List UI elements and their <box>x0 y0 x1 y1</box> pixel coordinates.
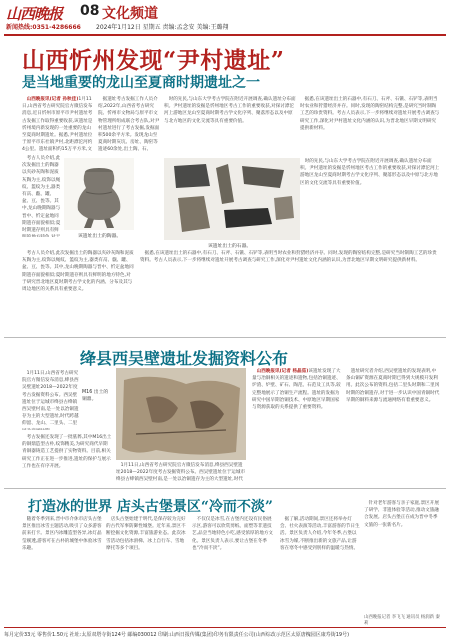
stone-tools-icon <box>164 158 300 240</box>
article1-column-3: 考古人员介绍,此次发掘出土的陶器以夹砂灰陶和泥质灰陶为主,纹饰以绳纹、篮纹为主,器类有鬲、甗、罐、盆、豆、瓮等。其中,龙山晚期陶器与晋中、忻定盆地同期遗存面貌相似;夏时期遗存则具有鲜 <box>22 156 61 234</box>
article3-byline: 山西晚报记者 李飞飞 通讯员 杨润新 秦莉 <box>364 615 440 626</box>
article2-column-1: 1月11日,山西省考古研究院官方微信发布消息,绛县西吴壁遗址2018—2022年度考古发掘资料公布。西吴壁遗址位于运城市绛县古绛镇西吴壁村南,是一处以冶铜遗存为主的大型遗址,时代跨越仰韶、龙山、二里头、二里 <box>22 371 79 427</box>
hotline: 新闻热线:0351-4286666 <box>6 24 81 31</box>
article3-title: 打造冰的世界 店头古堡景区“冷而不淡” <box>28 499 273 515</box>
mural-fragment-icon <box>116 368 246 460</box>
dateline: 2024年1月12日 星期五 责编:孟念安 美编:王璐翔 <box>96 24 229 31</box>
section-title: 文化频道 <box>102 6 158 22</box>
article1-column-1: 山西晚报讯(记者 孙秋佳)1月11日,山西省考古研究院官方微信发布消息,近日忻州市原平市尹村遗址考古发掘工作取得重要收获,该遗址是忻州境内新发现的一处重要的龙山至夏商时期遗址。据悉,尹村遗址位于原平市东社镇尹村,北距滹沱河约4公里。遗址面积约15万平方米,文 <box>22 97 93 153</box>
article2-photo-caption: M16 出土的铜鼎。 <box>82 390 109 402</box>
article1-photo2-caption: 该遗址出土的石器。 <box>208 244 252 249</box>
article2-column-2: 山西晚报讯(记者 杨晶茹)该遗址发现了大量与冶铜相关的遗迹和遗物,包括冶铜遗迹、炉渣、炉壁、矿石、陶范、石范及工具等,较完整地展示了冶铜生产流程。遗址的发掘为研究中国早期冶铜技术、中原地区早期国家与资源获取的关系提供了重要资料。 <box>252 369 341 411</box>
article2-column-4: 考古发掘还发现了一批墓葬,其中M16出土的铜鼎造型古朴,纹饰精美,为研究商代早期青铜器铸造工艺提供了实物资料。目前,相关研究工作正在进一步推进,遗址的保护与展示工作也在有序开展。 <box>22 435 112 469</box>
page-number: 08 <box>80 3 100 19</box>
article-divider-2 <box>4 488 446 489</box>
article2-column-3: 遗址研究者介绍,西吴壁遗址的发现表明,中条山铜矿资源在夏商时期已得到大规模开发利用。此次公布的资料,包括二里头时期和二里冈时期的冶铜遗存,对于进一步认识中国青铜时代早期的铜料来源与流通网络有着重要意义。 <box>346 369 440 403</box>
article1-column-2: 据遗址考古发掘工作人员介绍,2022年,山西省考古研究院、忻州市文物局与原平市文物管理所组成联合考古队,对尹村遗址进行了考古发掘,发掘面积500余平方米。发现龙山至夏商时期灰坑、房址、陶窑等遗迹60余处,出土陶、石、 <box>98 97 160 153</box>
page-header <box>4 3 446 33</box>
article1-column-5: 据悉,在该遗址出土的石器中,有石刀、石斧、石镞、石铲等,表明当时农业和狩猎经济并存。同时,发现的陶窑结构完整,是研究当时制陶工艺的珍贵资料。考古人员表示,下一步将继续对遗址开展考古调查与研究工作,深化对尹村遗址文化内涵的认识,为晋北地区早期文明研究提供新材料。 <box>300 97 440 131</box>
article3-column-2: 店头古堡始建于明代,是保存较为完好的古代军事防御性城堡。近年来,景区不断挖掘文化资源,丰富旅游业态。此次冰雪活动包括冰滑梯、冰上自行车、雪地摩托等多个项目。 <box>106 517 186 551</box>
newspaper-logo: 山西晚报 <box>6 5 63 23</box>
article1-subtitle: 是当地重要的龙山至夏商时期遗址之一 <box>22 75 260 91</box>
article1-column-6: 时的先民,与山东大学考古学院在附近开展调查,确认遗址分布面积。尹村遗址的发掘是忻州地区考古工作的重要收获,对探讨滹沱河上游地区龙山至夏商时期考古学文化序列、聚落形态以及中原与北方地区的文化交流等具有重要价值。 <box>300 159 440 186</box>
article2-byline: 山西晚报讯(记者 杨晶茹) <box>256 369 309 374</box>
article1-photo-stone-tools <box>164 158 300 240</box>
footer-rule <box>4 627 446 628</box>
article3-column-5: 针对老年游客与亲子家庭,景区开展了研学、非遗体验等活动,推动文旅融合发展。店头古堡正在成为晋中冬季文旅的一张新名片。 <box>364 501 439 528</box>
article2-title: 绛县西吴壁遗址发掘资料公布 <box>80 349 289 368</box>
article1-photo1-caption: 该遗址出土的陶器。 <box>78 234 122 239</box>
article1-column-4: 时的先民,与山东大学考古学院在附近开展调查,确认遗址分布面积。尹村遗址的发掘是忻州地区考古工作的重要收获,对探讨滹沱河上游地区龙山至夏商时期考古学文化序列、聚落形态以及中原与北方地区的文化交流等具有重要价值。 <box>164 97 296 124</box>
article3-column-4: 据了解,活动期间,景区还将举办灯会、社火表演等活动,丰富游客的节日生活。景区负责人介绍,今年冬季,古堡以冰雪为媒,不断推出新的文旅产品,让游客在寒冬中感受到别样的温暖与热情。 <box>280 517 360 551</box>
article1-column-7: 据悉,在该遗址出土的石器中,有石刀、石斧、石镞、石铲等,表明当时农业和狩猎经济并存。同时,发现的陶窑结构完整,是研究当时制陶工艺的珍贵资料。考古人员表示,下一步将继续对遗址开展考古调查与研究工作,深化对尹村遗址文化内涵的认识,为晋北地区早期文明研究提供新材料。 <box>140 251 437 264</box>
page-footer: 每月定价33元 零售价1.50元 社址:太原双塔寺街124号 邮编030012 印刷:山西日报传媒(集团)印务有限责任公司(山西综改示范区太原唐槐园区康寿街19号) <box>4 632 350 638</box>
article1-photo-pottery <box>64 158 134 230</box>
article3-column-1: 随着冬季到来,晋中市介休市店头古堡景区推出冰雪主题活动,吸引了众多游客前来打卡。景区内冰雕造型各异,冰灯晶莹剔透,游客可在古朴的城堡中体验冰雪乐趣。 <box>22 517 102 551</box>
article2-column-5: 1月11日,山西省考古研究院官方微信发布消息,绛县西吴壁遗址2018—2022年度考古发掘资料公布。西吴壁遗址位于运城市绛县古绛镇西吴壁村南,是一处以冶铜遗存为主的大型遗址,时代 <box>116 463 246 483</box>
article1-column-8: 考古人员介绍,此次发掘出土的陶器以夹砂灰陶和泥质灰陶为主,纹饰以绳纹、篮纹为主,器类有鬲、甗、罐、盆、豆、瓮等。其中,龙山晚期陶器与晋中、忻定盆地同期遗存面貌相似;夏时期遗存则具有鲜明的地方特色,对于研究晋北地区夏时期考古学文化的内涵、分布及其与周边地区的关系具有重要意义。 <box>22 251 134 293</box>
article1-title: 山西忻州发现“尹村遗址” <box>22 47 285 74</box>
article3-column-3: 不仅仅是冰雪,在古堡内还设有民俗展示区,游客可以欣赏剪纸、面塑等非遗技艺,品尝当地特色小吃,感受浓厚的地方文化。景区负责人表示,要让古堡在冬季也“冷而不淡”。 <box>192 517 274 551</box>
article1-byline: 山西晚报讯(记者 孙秋佳) <box>26 97 79 102</box>
article-divider-1 <box>4 337 446 338</box>
article2-photo-mural <box>116 368 246 460</box>
header-rule <box>4 34 446 36</box>
pottery-vessel-icon <box>64 158 134 230</box>
